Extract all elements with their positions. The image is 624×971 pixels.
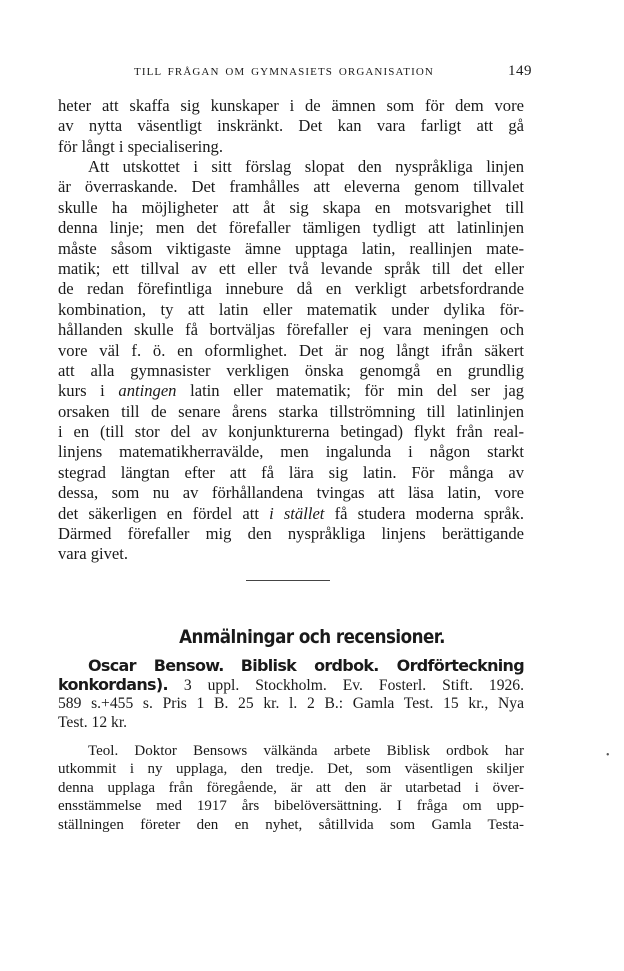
citation-line: Test. 12 kr.: [58, 714, 128, 731]
text-line: måste såsom viktigaste ämne upptaga latin, reallinjen mate-: [58, 238, 524, 258]
text-line: av nytta väsentligt inskränkt. Det kan vara farligt att gå: [58, 116, 524, 136]
text-line: ensstämmelse med 1917 års bibelöversättning. I fråga om upp-: [58, 798, 524, 815]
text-line: Teol. Doktor Bensows välkända arbete Biblisk ordbok har: [88, 743, 524, 759]
emphasis-antingen: antingen: [118, 381, 177, 401]
review-paragraph: [58, 742, 524, 834]
text-line: denna upplaga från föregående, är att den är utarbetad i över-: [58, 779, 524, 796]
paragraph-continuation: [58, 96, 524, 157]
text-line-with-emphasis: [58, 381, 524, 401]
text-line: Att utskottet i sitt förslag slopat den nyspråkliga linjen: [88, 157, 524, 176]
emphasis-i-stallet: i stället: [269, 503, 325, 523]
text-line: är överraskande. Det framhålles att eleverna genom tillvalet: [58, 177, 524, 197]
text-line: matik; ett tillval av ett eller två levande språk till det eller: [58, 258, 524, 278]
text-line: att alla gymnasister verkligen önska genomgå en grundlig: [58, 360, 524, 380]
section-heading: Anmälningar och recensioner.: [179, 626, 445, 648]
citation-line: 589 s.+455 s. Pris 1 B. 25 kr. l. 2 B.: Gamla Test. 15 kr., Nya: [58, 695, 524, 712]
text-line: utkommit i ny upplaga, den tredje. Det, som väsentligen skiljer: [58, 761, 524, 778]
paragraph-main: [58, 157, 524, 565]
text-line: de redan förefintliga innebure då en verkligt arbetsfordrande: [58, 279, 524, 299]
review-details: 3 uppl. Stockholm. Ev. Fosterl. Stift. 1926.: [183, 677, 524, 694]
text-fragment: latin eller matematik; för min del ser jag: [190, 381, 524, 401]
review-author: Oscar Bensow.: [88, 656, 224, 675]
text-fragment: kurs i: [58, 381, 105, 401]
text-line: dessa, som nu av förhållandena tvingas att läsa latin, vore: [58, 483, 524, 503]
text-line: denna linje; men det förefaller tämligen tydligt att latinlinjen: [58, 218, 524, 238]
text-line: orsaken till de senare årens starka tillströmning till latinlinjen: [58, 401, 524, 421]
text-line-with-emphasis: [58, 504, 524, 524]
review-title: Biblisk ordbok. Ordförteckning: [240, 656, 524, 675]
text-line: Därmed förefaller mig den nyspråkliga linjens berättigande: [58, 524, 524, 544]
running-head: [92, 64, 532, 84]
citation-line: [58, 675, 524, 694]
review-citation: [58, 656, 524, 732]
text-line: för långt i specialisering.: [58, 136, 223, 156]
text-line: stegrad längtan efter att få lära sig latin. För många av: [58, 462, 524, 482]
citation-line: [58, 656, 524, 675]
review-title-cont: konkordans).: [58, 675, 168, 694]
margin-mark: •: [606, 750, 610, 761]
text-line: linjens matematikherravälde, men ingalunda i någon starkt: [58, 442, 524, 462]
text-line: heter att skaffa sig kunskaper i de ämnen som för dem vore: [58, 96, 524, 115]
running-title: TILL FRÅGAN OM GYMNASIETS ORGANISATION: [134, 66, 434, 78]
text-fragment: få studera moderna språk.: [334, 503, 524, 523]
page-number: 149: [508, 63, 532, 79]
text-fragment: det säkerligen en fördel att: [58, 503, 259, 523]
section-divider: [246, 580, 330, 581]
text-line: hållanden skulle få bortväljas förefaller ej vara meningen och: [58, 320, 524, 340]
text-line: vore väl f. ö. en oformlighet. Det är nog långt ifrån säkert: [58, 340, 524, 360]
text-line: vara givet.: [58, 544, 129, 564]
text-line: skulle ha möjligheter att åt sig skapa en motsvarighet till: [58, 197, 524, 217]
text-line: i en (till stor del av konjunkturerna betingad) flykt från real-: [58, 422, 524, 442]
text-line: ställningen företer den en nyhet, såtillvida som Gamla Testa-: [58, 816, 524, 833]
text-line: kombination, ty att latin eller matematik under dylika för-: [58, 299, 524, 319]
